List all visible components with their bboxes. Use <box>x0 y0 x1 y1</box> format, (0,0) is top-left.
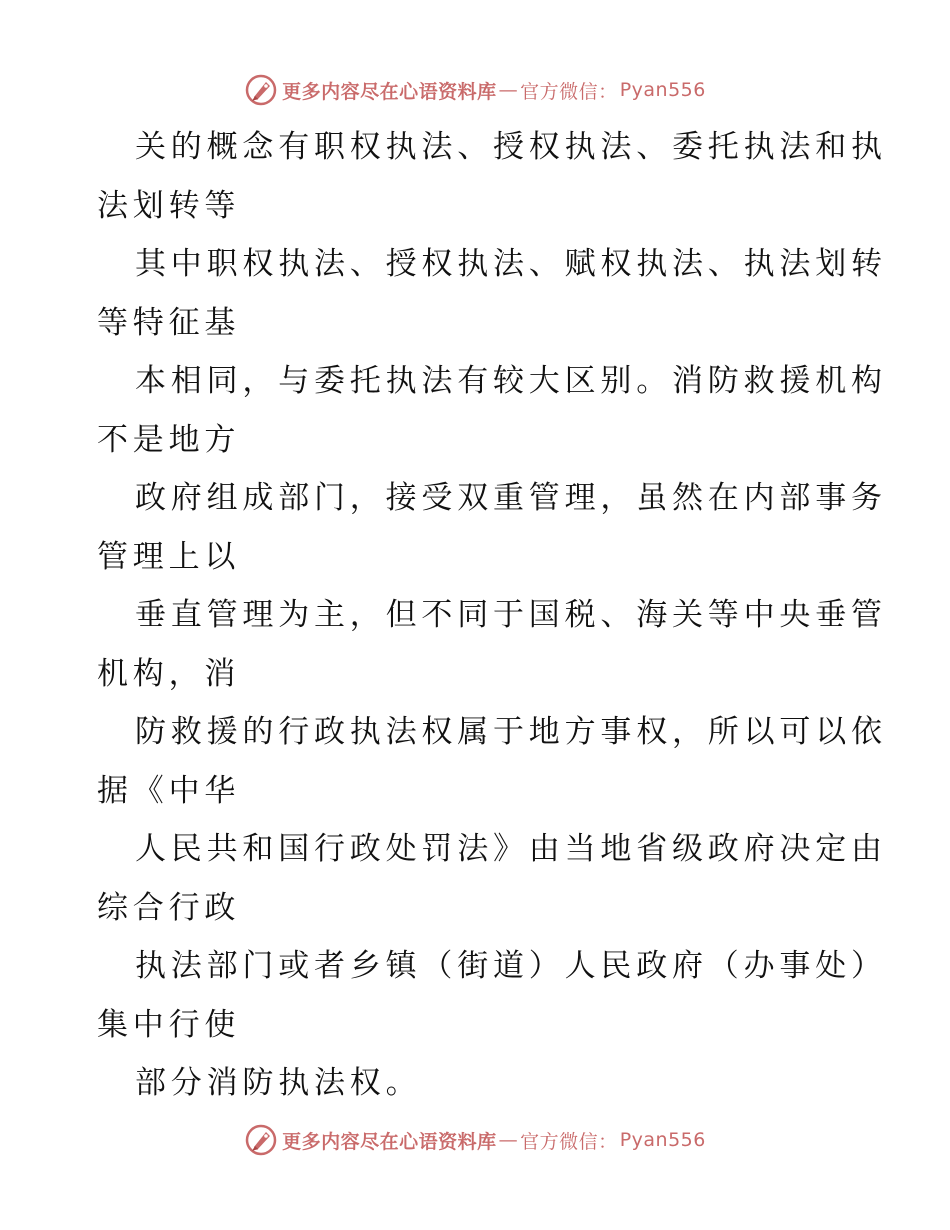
paragraph <box>97 820 887 937</box>
watermark-handle: Pyan556 <box>619 79 706 101</box>
paragraph-line: 垂直管理为主，但不同于国税、海关等中央垂管 <box>135 597 887 633</box>
paragraph <box>97 235 887 352</box>
paragraph-line: 其中职权执法、授权执法、赋权执法、执法划转 <box>135 246 887 282</box>
watermark-dash: — <box>498 1129 519 1151</box>
paragraph <box>97 703 887 820</box>
paragraph-line: 不是地方 <box>97 421 241 458</box>
paragraph <box>97 352 887 469</box>
footer-watermark <box>0 1120 950 1160</box>
pen-nib-logo-icon <box>244 1123 278 1157</box>
paragraph-line: 防救援的行政执法权属于地方事权，所以可以依 <box>135 714 887 750</box>
pen-nib-logo-icon <box>244 73 278 107</box>
paragraph <box>97 1054 857 1113</box>
header-watermark <box>0 70 950 110</box>
paragraph-line: 执法部门或者乡镇（街道）人民政府（办事处） <box>135 948 887 984</box>
watermark-label: 官方微信： <box>520 1130 618 1153</box>
paragraph-line: 法划转等 <box>97 187 241 224</box>
paragraph-line: 关的概念有职权执法、授权执法、委托执法和执 <box>135 129 887 165</box>
paragraph-line: 人民共和国行政处罚法》由当地省级政府决定由 <box>135 831 887 867</box>
paragraph-line: 部分消防执法权。 <box>135 1065 422 1101</box>
paragraph-line: 机构，消 <box>97 655 241 692</box>
watermark-dash: — <box>498 79 519 101</box>
paragraph-line: 本相同，与委托执法有较大区别。消防救援机构 <box>135 363 887 399</box>
paragraph-line: 政府组成部门，接受双重管理，虽然在内部事务 <box>135 480 887 516</box>
watermark-text: 更多内容尽在心语资料库 <box>282 1130 497 1153</box>
paragraph <box>97 586 887 703</box>
watermark-handle: Pyan556 <box>619 1129 706 1151</box>
paragraph-line: 集中行使 <box>97 1006 241 1043</box>
paragraph-line: 管理上以 <box>97 538 241 575</box>
paragraph-line: 据《中华 <box>97 772 241 809</box>
document-body <box>97 118 887 1113</box>
paragraph <box>97 937 887 1054</box>
paragraph-line: 综合行政 <box>97 889 241 926</box>
paragraph <box>97 118 887 235</box>
watermark-label: 官方微信： <box>520 80 618 103</box>
watermark-text: 更多内容尽在心语资料库 <box>282 80 497 103</box>
paragraph <box>97 469 887 586</box>
paragraph-line: 等特征基 <box>97 304 241 341</box>
